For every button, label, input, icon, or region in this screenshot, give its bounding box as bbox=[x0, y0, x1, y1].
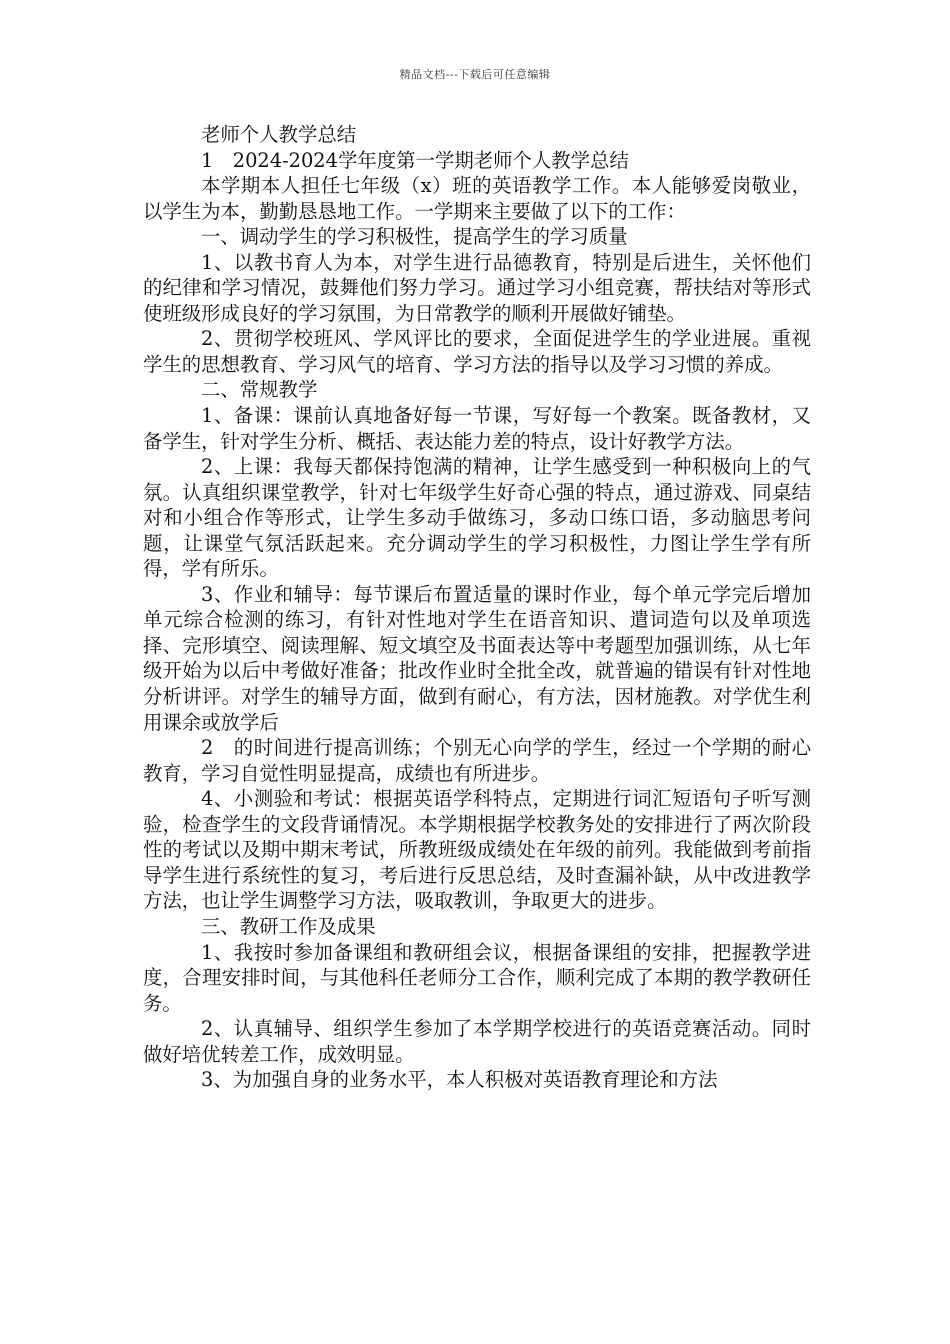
section-heading: 一、调动学生的学习积极性，提高学生的学习质量 bbox=[201, 225, 628, 249]
section-heading: 二、常规教学 bbox=[201, 378, 318, 402]
paragraph: 3、作业和辅导：每节课后布置适量的课时作业，每个单元学完后增加单元综合检测的练习，有针对性地对学生在语音知识、遣词造句以及单项选择、完形填空、阅读理解、短文填空及书面表达等中考题型加强训练，从七年级开始为以后中考做好准备；批改作业时全批全改，就普遍的错误有针对性地分析讲评。对学生的辅导方面，做到有耐心，有方法，因材施教。对学优生利用课余或放学后 bbox=[143, 582, 811, 734]
paragraph: 2、贯彻学校班风、学风评比的要求，全面促进学生的学业进展。重视学生的思想教育、学习风气的培育、学习方法的指导以及学习习惯的养成。 bbox=[143, 327, 811, 376]
section-heading: 1 2024-2024学年度第一学期老师个人教学总结 bbox=[201, 148, 629, 172]
paragraph: 1、我按时参加备课组和教研组会议，根据备课组的安排，把握教学进度，合理安排时间，与其他科任老师分工合作，顺利完成了本期的教学教研任务。 bbox=[143, 940, 811, 1015]
paragraph: 3、为加强自身的业务水平，本人积极对英语教育理论和方法 bbox=[201, 1068, 718, 1092]
paragraph: 本学期本人担任七年级（x）班的英语教学工作。本人能够爱岗敬业，以学生为本，勤勤恳恳地工作。一学期来主要做了以下的工作： bbox=[143, 174, 811, 223]
page-header: 精品文档---下载后可任意编辑 bbox=[399, 68, 551, 81]
document-title: 老师个人教学总结 bbox=[201, 123, 357, 146]
paragraph: 1、备课：课前认真地备好每一节课，写好每一个教案。既备教材，又备学生，针对学生分析、概括、表达能力差的特点，设计好教学方法。 bbox=[143, 404, 811, 453]
section-heading: 三、教研工作及成果 bbox=[201, 914, 376, 938]
paragraph: 2 的时间进行提高训练；个别无心向学的学生，经过一个学期的耐心教育，学习自觉性明显提高，成绩也有所进步。 bbox=[143, 736, 811, 785]
paragraph: 1、以教书育人为本，对学生进行品德教育，特别是后进生，关怀他们的纪律和学习情况，鼓舞他们努力学习。通过学习小组竞赛，帮扶结对等形式使班级形成良好的学习氛围，为日常教学的顺利开展做好铺垫。 bbox=[143, 250, 811, 325]
paragraph: 2、认真辅导、组织学生参加了本学期学校进行的英语竞赛活动。同时做好培优转差工作，成效明显。 bbox=[143, 1017, 811, 1066]
paragraph: 2、上课：我每天都保持饱满的精神，让学生感受到一种积极向上的气氛。认真组织课堂教学，针对七年级学生好奇心强的特点，通过游戏、同桌结对和小组合作等形式，让学生多动手做练习，多动口练口语，多动脑思考问题，让课堂气氛活跃起来。充分调动学生的学习积极性，力图让学生学有所得，学有所乐。 bbox=[143, 455, 811, 581]
paragraph: 4、小测验和考试：根据英语学科特点，定期进行词汇短语句子听写测验，检查学生的文段背诵情况。本学期根据学校教务处的安排进行了两次阶段性的考试以及期中期末考试，所教班级成绩处在年级的前列。我能做到考前指导学生进行系统性的复习，考后进行反思总结，及时查漏补缺，从中改进教学方法，也让学生调整学习方法，吸取教训，争取更大的进步。 bbox=[143, 787, 811, 913]
document-body bbox=[143, 122, 811, 1093]
